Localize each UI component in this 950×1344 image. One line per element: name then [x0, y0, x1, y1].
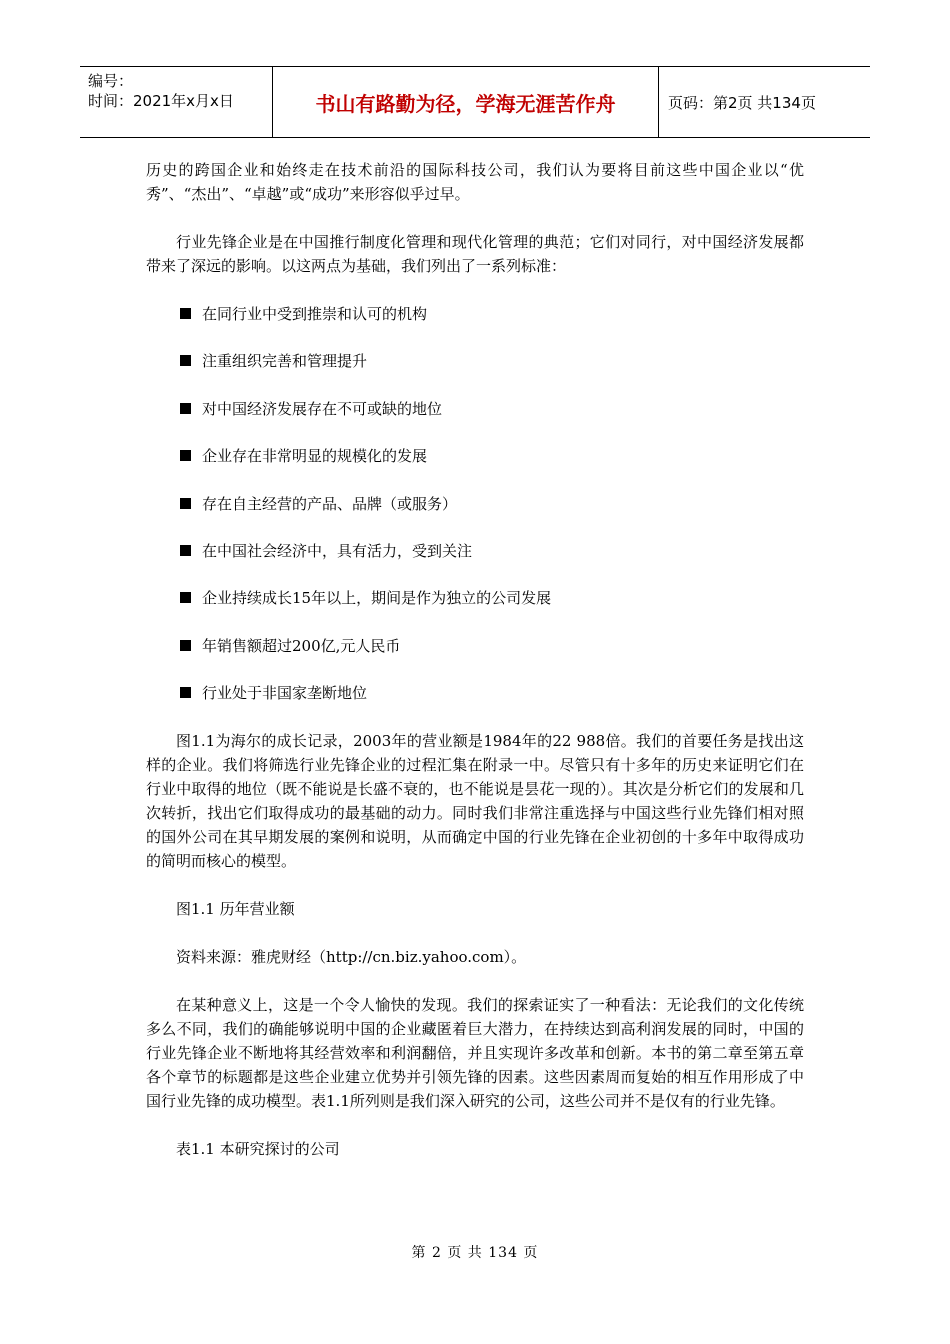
square-bullet-icon: [180, 640, 191, 651]
criteria-text: 企业持续成长15年以上，期间是作为独立的公司发展: [202, 589, 552, 608]
square-bullet-icon: [180, 545, 191, 556]
square-bullet-icon: [180, 498, 191, 509]
criteria-text: 存在自主经营的产品、品牌（或服务）: [202, 494, 458, 513]
square-bullet-icon: [180, 450, 191, 461]
paragraph: 在某种意义上，这是一个令人愉快的发现。我们的探索证实了一种看法：无论我们的文化传统多么不同，我们的确能够说明中国的企业藏匿着巨大潜力，在持续达到高利润发展的同时，中国的行业先锋企业不断地将其经营效率和利润翻倍，并且实现许多改革和创新。本书的第二章至第五章各个章节的标题都是这些企业建立优势并引领先锋的因素。这些因素周而复始的相互作用形成了中国行业先锋的成功模型。表1.1所列则是我们深入研究的公司，这些公司并不是仅有的行业先锋。: [146, 995, 804, 1110]
criteria-text: 注重组织完善和管理提升: [202, 352, 368, 371]
header-divider: [658, 67, 659, 137]
header-motto: 书山有路勤为径，学海无涯苦作舟: [315, 91, 616, 116]
criteria-text: 在同行业中受到推崇和认可的机构: [202, 305, 428, 323]
header-page-info: 页码：第2页 共134页: [668, 93, 816, 112]
square-bullet-icon: [180, 592, 191, 603]
page-footer: 第 2 页 共 134 页: [411, 1245, 539, 1261]
criteria-item: [146, 681, 804, 705]
criteria-item: [146, 397, 804, 421]
criteria-text: 行业处于非国家垄断地位: [202, 684, 368, 703]
header-meta: [88, 71, 280, 111]
criteria-item: [146, 492, 804, 516]
criteria-item: [146, 586, 804, 610]
criteria-item: [146, 444, 804, 468]
figure-caption: 图1.1 历年营业额: [176, 899, 295, 918]
criteria-item: [146, 302, 804, 326]
criteria-text: 对中国经济发展存在不可或缺的地位: [202, 399, 443, 418]
criteria-item: [146, 349, 804, 373]
square-bullet-icon: [180, 355, 191, 366]
source-note: 资料来源：雅虎财经（http://cn.biz.yahoo.com）。: [176, 947, 527, 966]
document-body: [146, 158, 804, 1185]
paragraph: 图1.1为海尔的成长记录，2003年的营业额是1984年的22 988倍。我们的首要任务是找出这样的企业。我们将筛选行业先锋企业的过程汇集在附录一中。尽管只有十多年的历史来证明它们在行业中取得的地位（既不能说是长盛不衰的，也不能说是昙花一现的）。其次是分析它们的发展和几次转折，找出它们取得成功的最基础的动力。同时我们非常注重选择与中国这些行业先锋们相对照的国外公司在其早期发展的案例和说明，从而确定中国的行业先锋在企业初创的十多年中取得成功的简明而核心的模型。: [146, 731, 804, 870]
criteria-item: [146, 634, 804, 658]
criteria-text: 企业存在非常明显的规模化的发展: [202, 447, 428, 466]
criteria-text: 年销售额超过200亿,元人民币: [202, 636, 401, 655]
table-caption: 表1.1 本研究探讨的公司: [176, 1139, 340, 1158]
document-number-label: 编号：: [88, 72, 134, 90]
square-bullet-icon: [180, 403, 191, 414]
criteria-item: [146, 539, 804, 563]
paragraph: 历史的跨国企业和始终走在技术前沿的国际科技公司，我们认为要将目前这些中国企业以“优秀”、“杰出”、“卓越”或“成功”来形容似乎过早。: [146, 161, 804, 203]
paragraph: 行业先锋企业是在中国推行制度化管理和现代化管理的典范；它们对同行，对中国经济发展都带来了深远的影响。以这两点为基础，我们列出了一系列标准：: [146, 233, 804, 275]
page-header: [80, 66, 870, 138]
criteria-text: 在中国社会经济中，具有活力，受到关注: [202, 541, 473, 560]
document-time-label: 时间：2021年x月x日: [88, 92, 234, 110]
square-bullet-icon: [180, 308, 191, 319]
square-bullet-icon: [180, 687, 191, 698]
